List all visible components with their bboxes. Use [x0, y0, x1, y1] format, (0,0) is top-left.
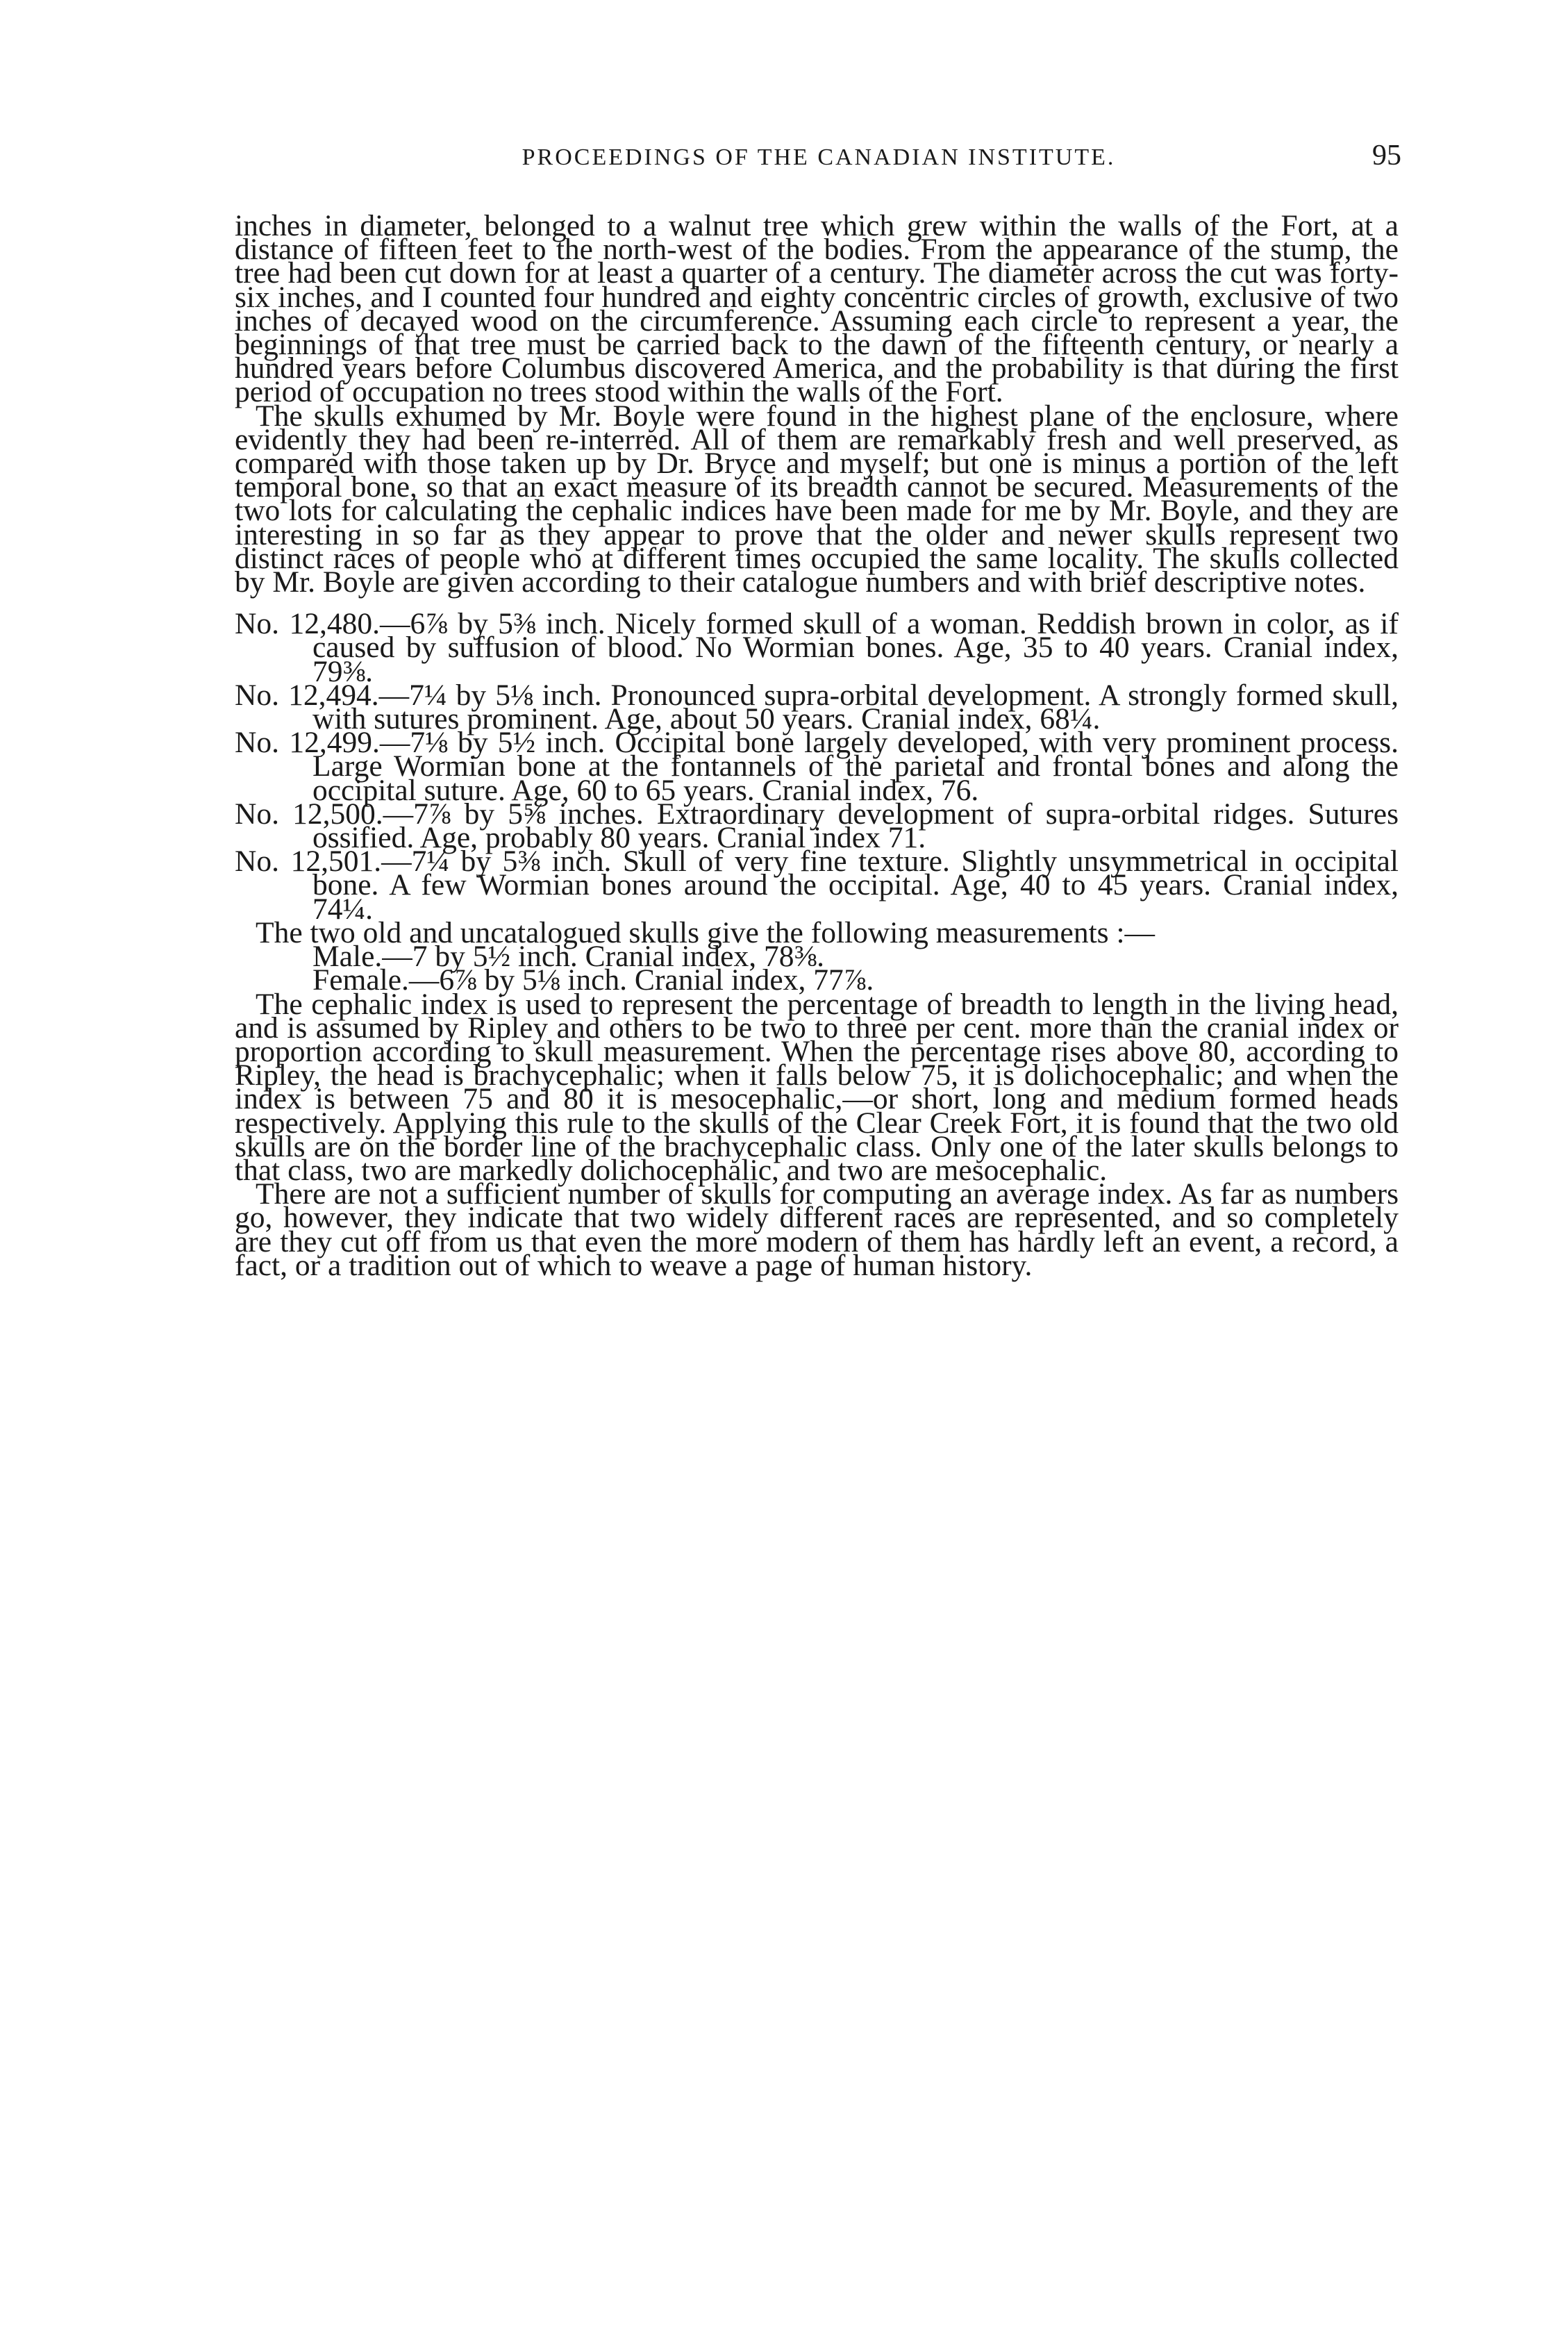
paragraph-conclusion: There are not a sufficient number of skulls for computing an average index. As far as numbers go, however, they indicate that two widely different races are represented, and so completely are they cut off from us that even the more modern of them has hardly left an event, a record, a fact, or a tradition out of which to weave a page of human history. — [235, 1177, 1399, 1282]
paragraph-continued: inches in diameter, belonged to a walnut tree which grew within the walls of the Fort, at a distance of fifteen feet to the north-west of the bodies. From the appearance of the stump, the tree had been cut down for at least a quarter of a century. The diameter across the cut was forty-six inches, and I counted four hundred and eighty concentric circles of growth, exclusive of two inches of decayed wood on the circumference. Assuming each circle to represent a year, the beginnings of that tree must be carried back to the dawn of the fifteenth century, or nearly a hundred years before Columbus discovered America, and the probability is that during the first period of occupation no trees stood within the walls of the Fort. — [235, 209, 1399, 409]
running-title: PROCEEDINGS OF THE CANADIAN INSTITUTE. — [522, 144, 1116, 170]
paragraph-cephalic-index: The cephalic index is used to represent the percentage of breadth to length in the living head, and is assumed by Ripley and others to be two to three per cent. more than the cranial index or proportion according to skull measurement. When the percentage rises above 80, according to Ripley, the head is brachycephalic; when it falls below 75, it is dolichocephalic; and when the index is between 75 and 80 it is mesocephalic,—or short, long and medium formed heads respectively. Applying this rule to the skulls of the Clear Creek Fort, it is found that the two old skulls are on the border line of the brachycephalic class. Only one of the later skulls belongs to that class, two are markedly dolichocephalic, and two are mesocephalic. — [235, 987, 1399, 1187]
page-body — [235, 209, 1399, 1282]
skull-catalogue — [235, 607, 1399, 926]
catalogue-entry-12480: No. 12,480.—6⅞ by 5⅜ inch. Nicely formed skull of a woman. Reddish brown in color, as if caused by suffusion of blood. No Wormian bones. Age, 35 to 40 years. Cranial index, 79⅜. — [235, 607, 1399, 688]
page-number: 95 — [1372, 140, 1401, 172]
measurements-intro: The two old and uncatalogued skulls give the following measurements :— — [256, 915, 1156, 949]
catalogue-entry-12500: No. 12,500.—7⅞ by 5⅝ inches. Extraordinary development of supra-orbital ridges. Sutures ossified. Age, probably 80 years. Cranial index 71. — [235, 797, 1399, 855]
paragraph-skulls-boyle: The skulls exhumed by Mr. Boyle were found in the highest plane of the enclosure, where evidently they had been re-interred. All of them are remarkably fresh and well preserved, as compared with those taken up by Dr. Bryce and myself; but one is minus a portion of the left temporal bone, so that an exact measure of its breadth cannot be secured. Measurements of the two lots for calculating the cephalic indices have been made for me by Mr. Boyle, and they are interesting in so far as they appear to prove that the older and newer skulls represent two distinct races of people who at different times occupied the same locality. The skulls collected by Mr. Boyle are given according to their catalogue numbers and with brief descriptive notes. — [235, 399, 1399, 599]
running-header — [236, 140, 1401, 186]
catalogue-entry-12499: No. 12,499.—7⅛ by 5½ inch. Occipital bone largely developed, with very prominent process. Large Wormian bone at the fontannels of the parietal and frontal bones and along the occipital suture. Age, 60 to 65 years. Cranial index, 76. — [235, 726, 1399, 807]
measurement-male: Male.—7 by 5½ inch. Cranial index, 78⅜. — [312, 940, 824, 974]
catalogue-entry-12501: No. 12,501.—7¼ by 5⅜ inch. Skull of very fine texture. Slightly unsymmetrical in occipital bone. A few Wormian bones around the occipital. Age, 40 to 45 years. Cranial index, 74¼. — [235, 845, 1399, 926]
measurement-female: Female.—6⅞ by 5⅛ inch. Cranial index, 77⅞. — [312, 963, 874, 997]
catalogue-entry-12494: No. 12,494.—7¼ by 5⅛ inch. Pronounced supra-orbital development. A strongly formed skull, with sutures prominent. Age, about 50 years. Cranial index, 68¼. — [235, 678, 1399, 736]
